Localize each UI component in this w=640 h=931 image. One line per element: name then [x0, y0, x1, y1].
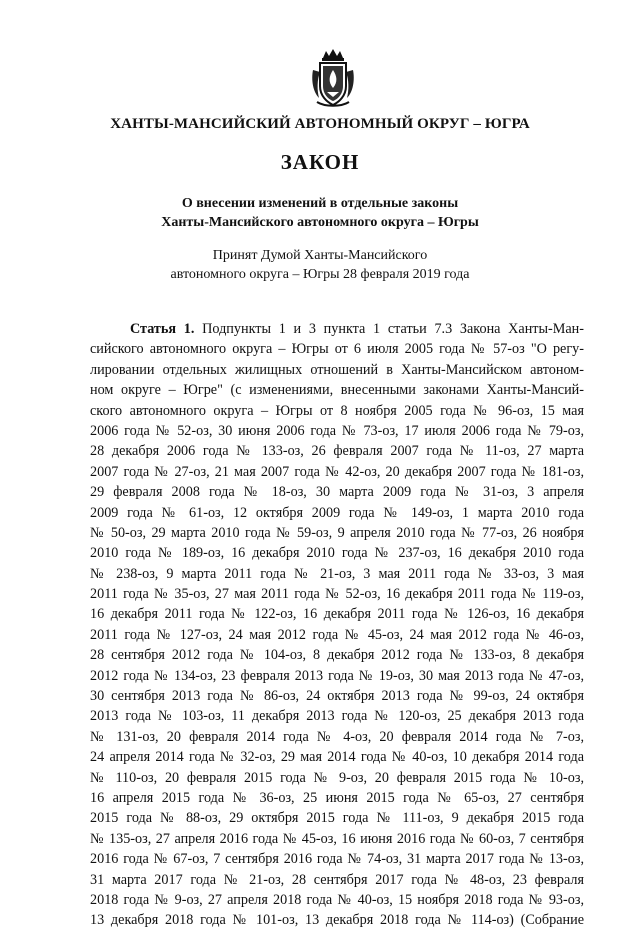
article-line: 2010 года № 189-оз, 16 декабря 2010 года № 237-оз, 16 декабря 2010 года — [90, 545, 584, 562]
article-line: № 238-оз, 9 марта 2011 года № 21-оз, 3 мая 2011 года № 33-оз, 3 мая — [90, 565, 584, 582]
law-title-line: Ханты-Мансийского автономного округа – Югры — [161, 215, 479, 230]
article-line: № 50-оз, 29 марта 2010 года № 59-оз, 9 апреля 2010 года № 77-оз, 26 ноября — [90, 524, 584, 541]
article-line: 28 сентября 2012 года № 104-оз, 8 декабря 2012 года № 133-оз, 8 декабря — [90, 647, 584, 664]
article-line: 2016 года № 67-оз, 7 сентября 2016 года № 74-оз, 31 марта 2017 года № 13-оз, — [90, 851, 584, 868]
document-type: ЗАКОН — [280, 150, 360, 174]
article-line: 2007 года № 27-оз, 21 мая 2007 года № 42-оз, 20 декабря 2007 года № 181-оз, — [90, 463, 584, 480]
article-line: № 110-оз, 20 февраля 2015 года № 9-оз, 20 февраля 2015 года № 10-оз, — [90, 769, 584, 786]
article-line: сийского автономного округа – Югры от 6 июля 2005 года № 57-оз "О регу- — [90, 341, 584, 358]
article-line: 2012 года № 134-оз, 23 февраля 2013 года № 19-оз, 30 мая 2013 года № 47-оз, — [90, 667, 584, 684]
article-label: Статья 1. — [130, 321, 195, 337]
article-line: 2011 года № 127-оз, 24 мая 2012 года № 45-оз, 24 мая 2012 года № 46-оз, — [90, 626, 584, 643]
article-line — [90, 319, 584, 339]
article-line: 2013 года № 103-оз, 11 декабря 2013 года № 120-оз, 25 декабря 2013 года — [90, 708, 584, 725]
adoption-note — [0, 246, 640, 284]
article-line: 2015 года № 88-оз, 29 октября 2015 года № 111-оз, 9 декабря 2015 года — [90, 810, 584, 827]
law-title-line: О внесении изменений в отдельные законы — [181, 196, 459, 211]
article-line: 13 декабря 2018 года № 101-оз, 13 декабря 2018 года № 114-оз) (Собрание — [90, 912, 584, 929]
article-line: ном округе – Югре" (с изменениями, внесенными законами Ханты-Мансий- — [90, 382, 584, 399]
article-line: лировании отдельных жилищных отношений в Ханты-Мансийском автоном- — [90, 361, 584, 378]
adoption-line: Принят Думой Ханты-Мансийского — [212, 248, 428, 263]
article-line: 2018 года № 9-оз, 27 апреля 2018 года № 40-оз, 15 ноября 2018 года № 93-оз, — [90, 891, 584, 908]
coat-of-arms-icon — [309, 48, 357, 108]
article-body — [90, 319, 584, 931]
article-line: 2006 года № 52-оз, 30 июня 2006 года № 73-оз, 17 июля 2006 года № 79-оз, — [90, 422, 584, 439]
article-line: 2011 года № 35-оз, 27 мая 2011 года № 52-оз, 16 декабря 2011 года № 119-оз, — [90, 586, 584, 603]
article-line: 16 декабря 2011 года № 122-оз, 16 декабря 2011 года № 126-оз, 16 декабря — [90, 606, 584, 623]
article-line-text: Подпункты 1 и 3 пункта 1 статьи 7.3 Закона Ханты-Ман- — [194, 321, 584, 337]
article-line: № 131-оз, 20 февраля 2014 года № 4-оз, 20 февраля 2014 года № 7-оз, — [90, 728, 584, 745]
article-line: 31 марта 2017 года № 21-оз, 28 сентября 2017 года № 48-оз, 23 февраля — [90, 871, 584, 888]
article-line: 24 апреля 2014 года № 32-оз, 29 мая 2014 года № 40-оз, 10 декабря 2014 года — [90, 749, 584, 766]
article-line: № 135-оз, 27 апреля 2016 года № 45-оз, 16 июня 2016 года № 60-оз, 7 сентября — [90, 830, 584, 847]
article-line: 16 апреля 2015 года № 36-оз, 25 июня 2015 года № 65-оз, 27 сентября — [90, 789, 584, 806]
article-line: 28 декабря 2006 года № 133-оз, 26 февраля 2007 года № 11-оз, 27 марта — [90, 443, 584, 460]
article-line: 2009 года № 61-оз, 12 октября 2009 года № 149-оз, 1 марта 2010 года — [90, 504, 584, 521]
article-line: 30 сентября 2013 года № 86-оз, 24 октября 2013 года № 99-оз, 24 октября — [90, 688, 584, 705]
article-line: 29 февраля 2008 года № 18-оз, 30 марта 2009 года № 31-оз, 3 апреля — [90, 484, 584, 501]
law-title — [0, 194, 640, 232]
article-line: ского автономного округа – Югры от 8 ноября 2005 года № 96-оз, 15 мая — [90, 402, 584, 419]
adoption-line: автономного округа – Югры 28 февраля 2019 года — [170, 267, 470, 282]
region-name: ХАНТЫ-МАНСИЙСКИЙ АВТОНОМНЫЙ ОКРУГ – ЮГРА — [110, 116, 530, 132]
